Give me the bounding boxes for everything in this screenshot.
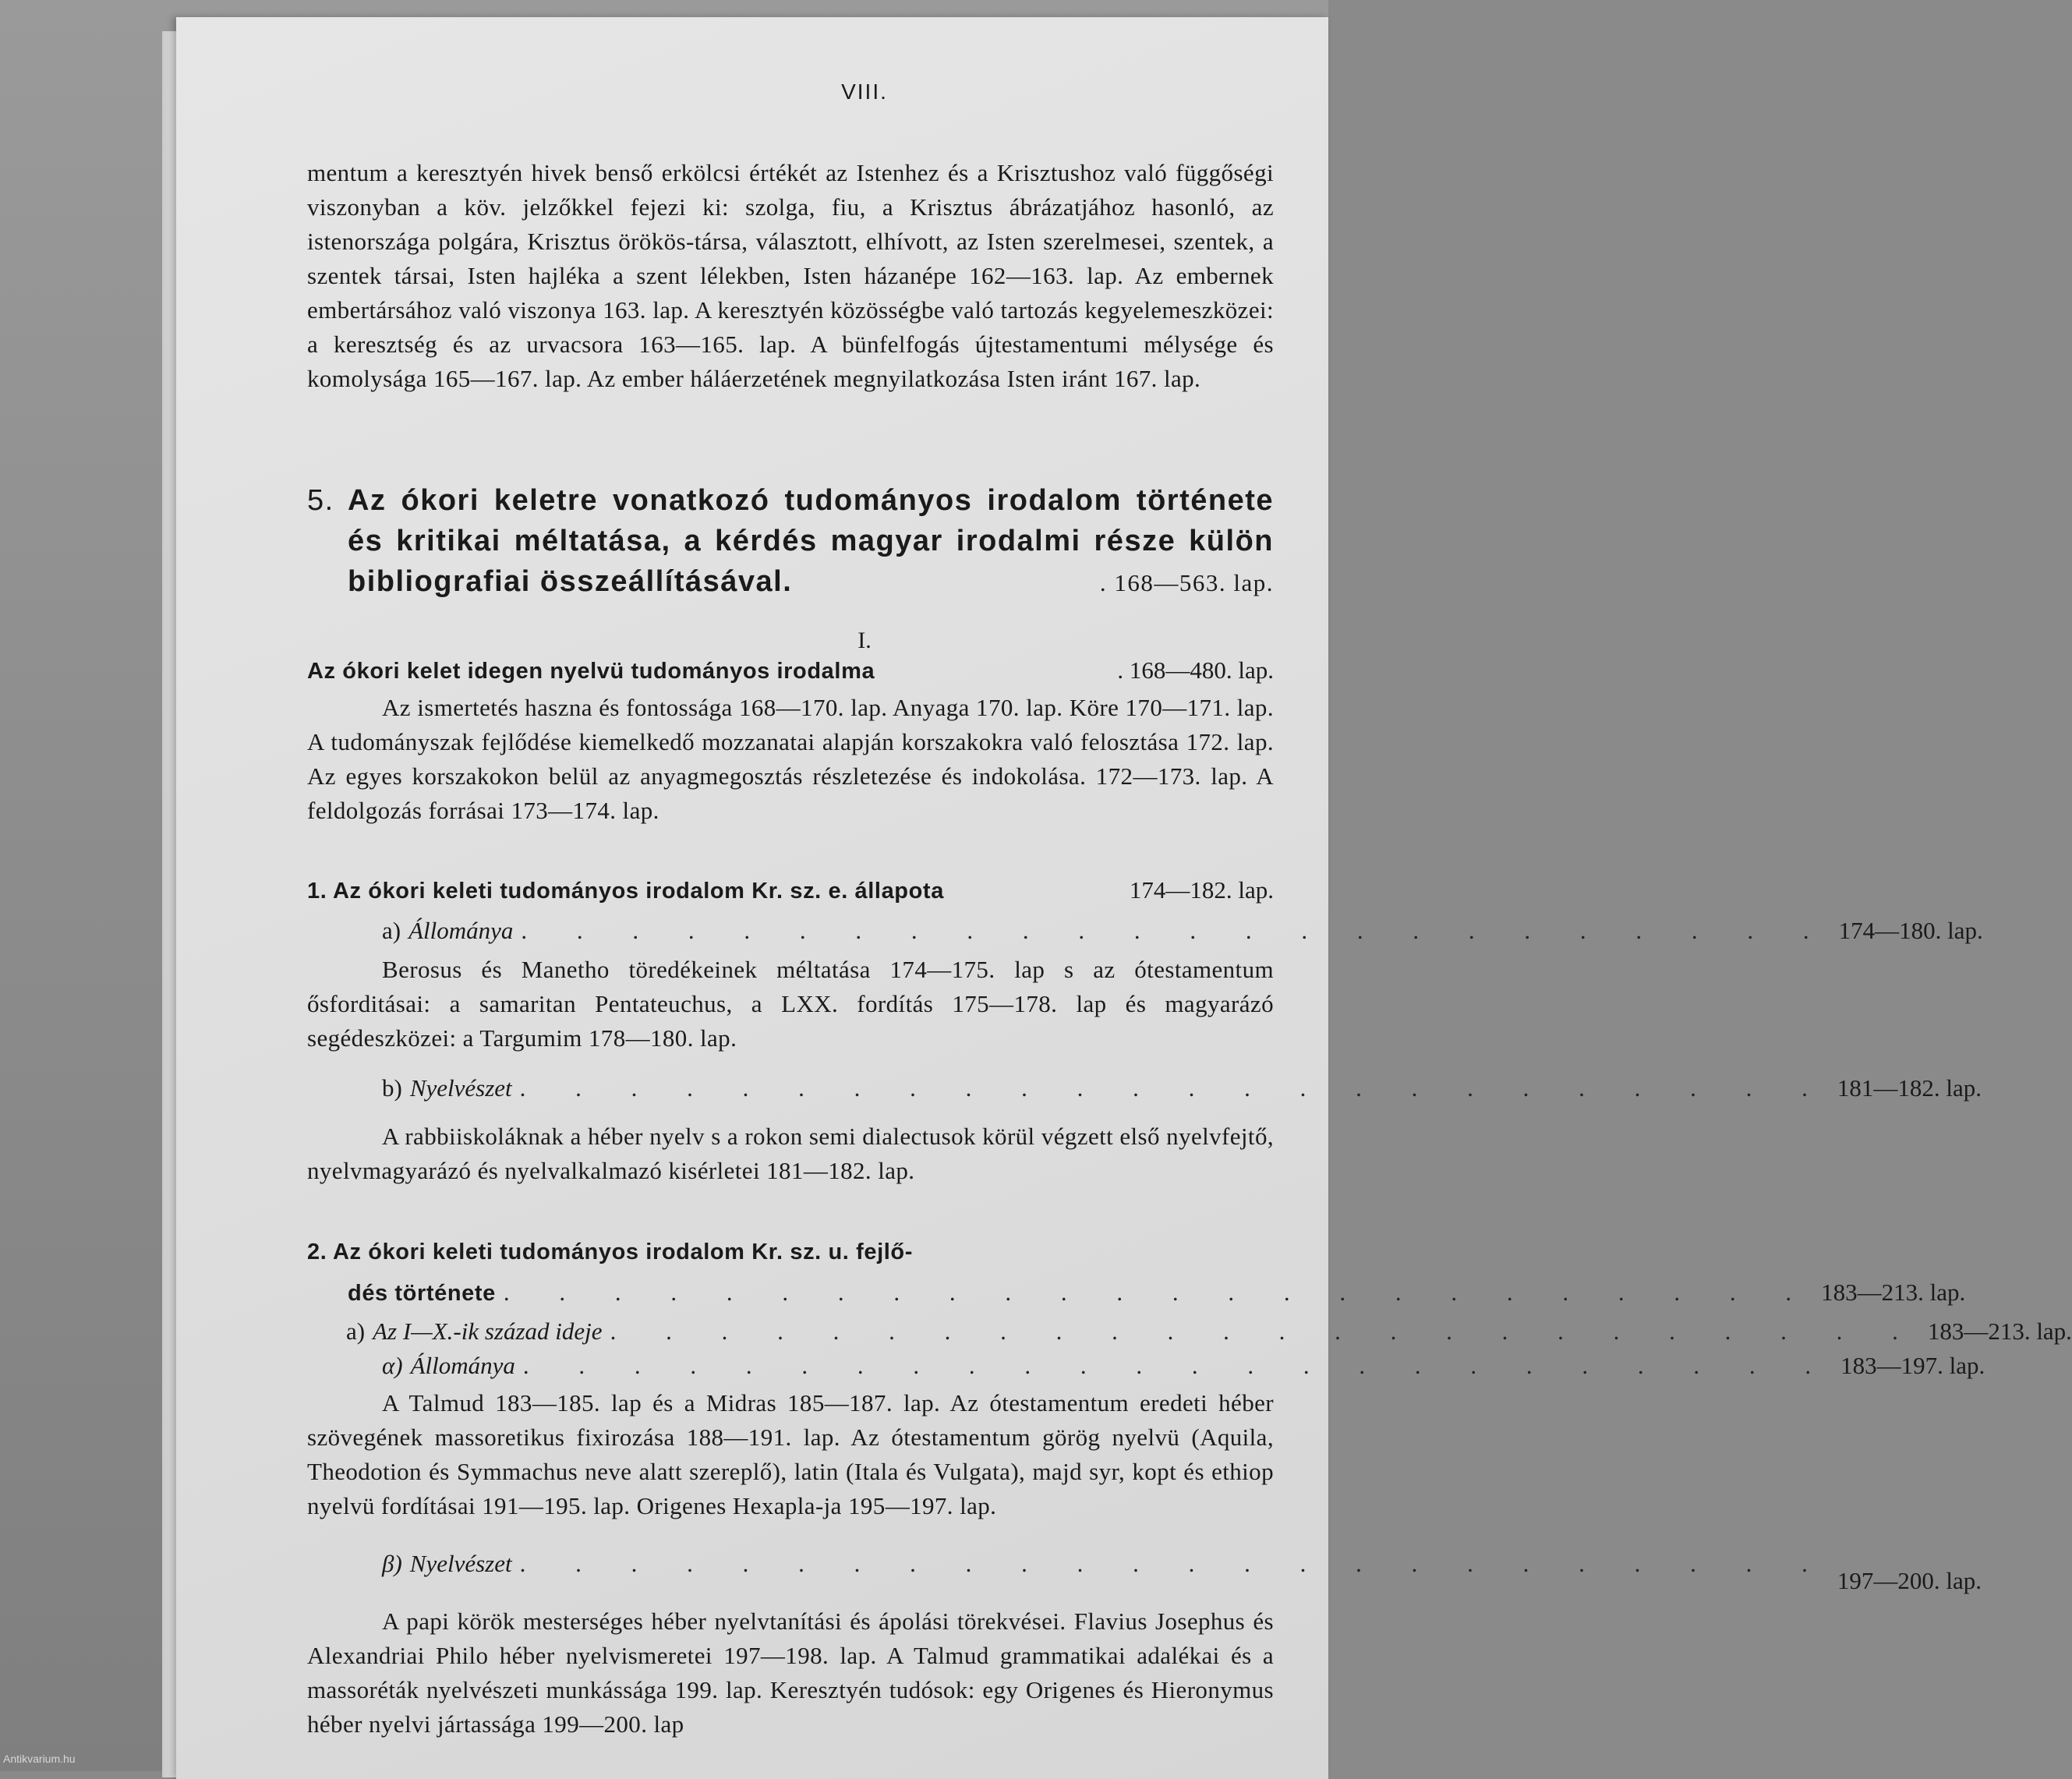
item-1-heading-row — [307, 873, 1274, 908]
page-number: VIII. — [841, 80, 888, 104]
section-5-number: 5. — [307, 484, 334, 517]
item-2-title-line1: 2. Az ókori keleti tudományos irodalom Kr. sz. u. fejlő- — [307, 1240, 913, 1264]
leader-dots: . . . . . . . . . . . . . . . . . . . . . . . . — [519, 1550, 1830, 1577]
watermark-text: Antikvarium.hu — [3, 1752, 76, 1765]
item-2-alpha-range: 183—197. lap. — [1840, 1352, 1985, 1379]
item-2-title-line2: dés története — [348, 1281, 496, 1306]
item-1b-label: Nyelvészet — [409, 1074, 512, 1102]
part-1-range: . 168—480. lap. — [1117, 656, 1274, 684]
item-2-beta-range: 197—200. lap. — [1837, 1567, 1982, 1594]
section-5-heading — [307, 480, 1274, 603]
item-2a-range: 183—213. lap. — [1927, 1317, 2072, 1345]
item-2-heading-line2 — [348, 1275, 1966, 1310]
item-2-alpha-paragraph: A Talmud 183—185. lap és a Midras 185—187. lap. Az ótestamentum eredeti héber szövegének massoretikus fixirozása 188—191. lap. Az ótestamentum görög nyelvü (Aquila, Theodotion és Symmachus neve alatt szereplő), latin (Itala és Vulgata), majd syr, kopt és ethiop nyelvü fordításai 191—195. lap. Origenes Hexapla-ja 195—197. lap. — [307, 1389, 1274, 1519]
item-2-beta-row — [382, 1547, 1982, 1594]
item-1b-prefix: b) — [382, 1074, 402, 1102]
item-1-title: 1. Az ókori keleti tudományos irodalom Kr. sz. e. állapota — [307, 879, 944, 904]
part-roman-numeral: I. — [857, 628, 872, 653]
book-page — [176, 17, 2072, 1779]
leader-dots: . . . . . . . . . . . . . . . . . . . . . . . . — [522, 1352, 1833, 1379]
item-2a-label: Az I—X.-ik század ideje — [373, 1317, 603, 1345]
item-2a-row — [346, 1314, 2072, 1349]
item-2-range: 183—213. lap. — [1821, 1279, 1966, 1306]
item-1-range: 174—182. lap. — [1129, 876, 1274, 904]
item-1a-paragraph: Berosus és Manetho töredékeinek méltatása 174—175. lap s az ótestamentum ősforditásai: a samaritan Pentateuchus, a LXX. fordítás 175—178. lap és magyarázó segédeszközei: a Targumim 178—180. lap. — [307, 956, 1274, 1052]
part-1-heading-row — [307, 653, 1274, 688]
part-1-paragraph: Az ismertetés haszna és fontossága 168—170. lap. Anyaga 170. lap. Köre 170—171. lap. A tudományszak fejlődése kiemelkedő mozzanatai alapján korszakokra való felosztása 172. lap. Az egyes korszakokon belül az anyagmegosztás részletezése és indokolása. 172—173. lap. A feldolgozás forrásai 173—174. lap. — [307, 694, 1274, 824]
section-5-range: . 168—563. lap. — [1099, 569, 1274, 596]
item-2-beta-paragraph: A papi körök mesterséges héber nyelvtanítási és ápolási törekvései. Flavius Josephus és Alexandriai Philo héber nyelvismeretei 197—198. lap. A Talmud grammatikai adalékai és a massoréták nyelvészeti munkássága 199. lap. Keresztyén tudósok: egy Origenes és Hieronymus héber nyelvi jártassága 199—200. lap — [307, 1607, 1274, 1738]
leader-dots: . . . . . . . . . . . . . . . . . . . . . . . . — [519, 1074, 1830, 1102]
item-1a-label: Állománya — [408, 917, 514, 944]
item-1b-paragraph: A rabbiiskoláknak a héber nyelv s a rokon semi dialectusok körül végzett első nyelvfejtő, nyelvmagyarázó és nyelvalkalmazó kisérletei 181—182. lap. — [307, 1123, 1274, 1184]
item-2-alpha-row — [382, 1349, 1985, 1383]
item-2-alpha-label: Állománya — [410, 1352, 515, 1379]
leader-dots: . . . . . . . . . . . . . . . . . . . . . . . . — [521, 917, 1831, 944]
part-1-title: Az ókori kelet idegen nyelvü tudományos irodalma — [307, 659, 875, 684]
item-2a-prefix: a) — [346, 1317, 366, 1345]
page-edge-stack — [162, 31, 178, 1777]
section-5-title — [348, 480, 1274, 602]
item-2-beta-prefix: β) — [382, 1550, 402, 1577]
item-1b-row — [382, 1071, 1982, 1105]
section-5-title-text: Az ókori keletre vonatkozó tudományos irodalom története és kritikai méltatása, a kérdés magyar irodalmi része külön bibliografiai összeállításával. — [348, 484, 1274, 598]
item-1a-range: 174—180. lap. — [1838, 917, 1983, 944]
leader-dots: . . . . . . . . . . . . . . . . . . . . . . . . — [503, 1279, 1814, 1306]
leader-dots: . . . . . . . . . . . . . . . . . . . . . . . . — [610, 1317, 1920, 1345]
item-2-heading-line1 — [307, 1235, 1274, 1269]
item-2-alpha-prefix: α) — [382, 1352, 403, 1379]
item-1a-prefix: a) — [382, 917, 401, 944]
item-2-beta-label: Nyelvészet — [409, 1550, 512, 1577]
item-1a-row — [382, 914, 1983, 948]
intro-paragraph: mentum a keresztyén hivek benső erkölcsi értékét az Istenhez és a Krisztushoz való függőségi viszonyban a köv. jelzőkkel fejezi ki: szolga, fiu, a Krisztus ábrázatjához hasonló, az istenországa polgára, Krisztus örökös-társa, választott, elhívott, az Isten szerelmesei, szentek, a szentek társai, Isten hajléka a szent lélekben, Isten házanépe 162—163. lap. Az embernek embertársához való viszonya 163. lap. A keresztyén közösségbe való tartozás kegyelemeszközei: a keresztség és az urvacsora 163—165. lap. A bünfelfogás újtestamentumi mélysége és komolysága 165—167. lap. Az ember háláerzetének megnyilatkozása Isten iránt 167. lap. — [307, 159, 1274, 392]
item-1b-range: 181—182. lap. — [1837, 1074, 1982, 1102]
